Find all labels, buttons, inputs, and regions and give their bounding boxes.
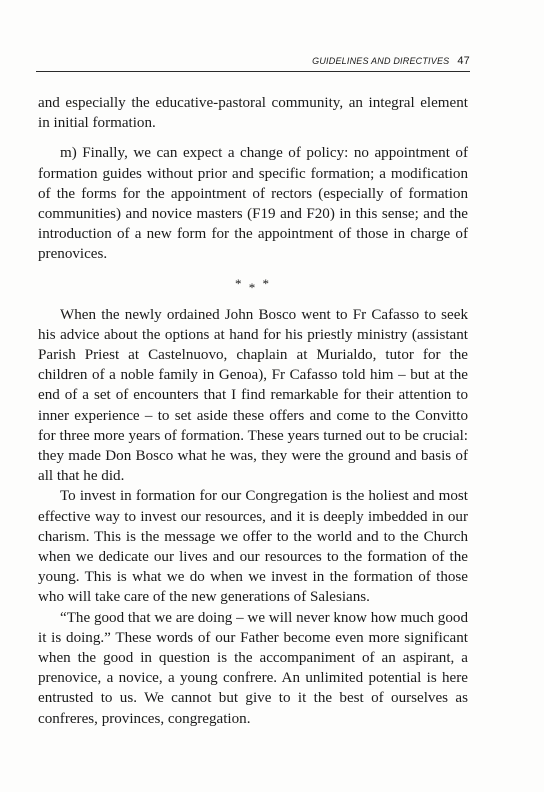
paragraph-continuation: and especially the educative-pastoral community, an integral element in initial formation. [38,95,468,132]
asterism-star-left: * [235,275,244,291]
paragraph-the-good-we-are-doing: “The good that we are doing – we will never know how much good it is doing.” These words of our Father become even more significant when the good in question is the accompaniment of an aspirant, a prenovice, a novice, a young confrere. An unlimited potential is here entrusted to us. We cannot but give to it the best of ourselves as confreres, provinces, congregation. [38,609,468,727]
paragraph-invest-in-formation: To invest in formation for our Congregation is the holiest and most effective way to invest our resources, and it is deeply imbedded in our charism. This is the message we offer to the world and to the Church when we dedicate our lives and our resources to the formation of the young. This is what we do when we invest in the formation of those who will take care of the new generations of Salesians. [38,488,468,606]
asterism-star-right: * [262,275,271,291]
paragraph-john-bosco-cafasso: When the newly ordained John Bosco went to Fr Cafasso to seek his advice about the options at hand for his priestly ministry (assistant Parish Priest at Castelnuovo, chaplain at Murialdo, tutor for the children of a noble family in Genoa), Fr Cafasso told him – but at the end of a set of encounters that I find remarkable for their attention to inner experience – to set aside these offers and come to the Convitto for three more years of formation. These years turned out to be crucial: they made Don Bosco what he was, they were the ground and basis of all that he did. [38,306,468,485]
section-break-asterism [38,275,468,295]
running-header-title: GUIDELINES AND DIRECTIVES [312,56,450,66]
page-body-text [38,93,468,729]
paragraph-policy-change: m) Finally, we can expect a change of policy: no appointment of formation guides without prior and specific formation; a modification of the forms for the appointment of rectors (especially of formation communities) and novice masters (F19 and F20) in this sense; and the introduction of a new form for the appointment of those in charge of prenovices. [38,145,468,263]
asterism-star-middle: * [248,279,258,295]
page-number: 47 [457,55,470,67]
running-header [36,55,470,72]
